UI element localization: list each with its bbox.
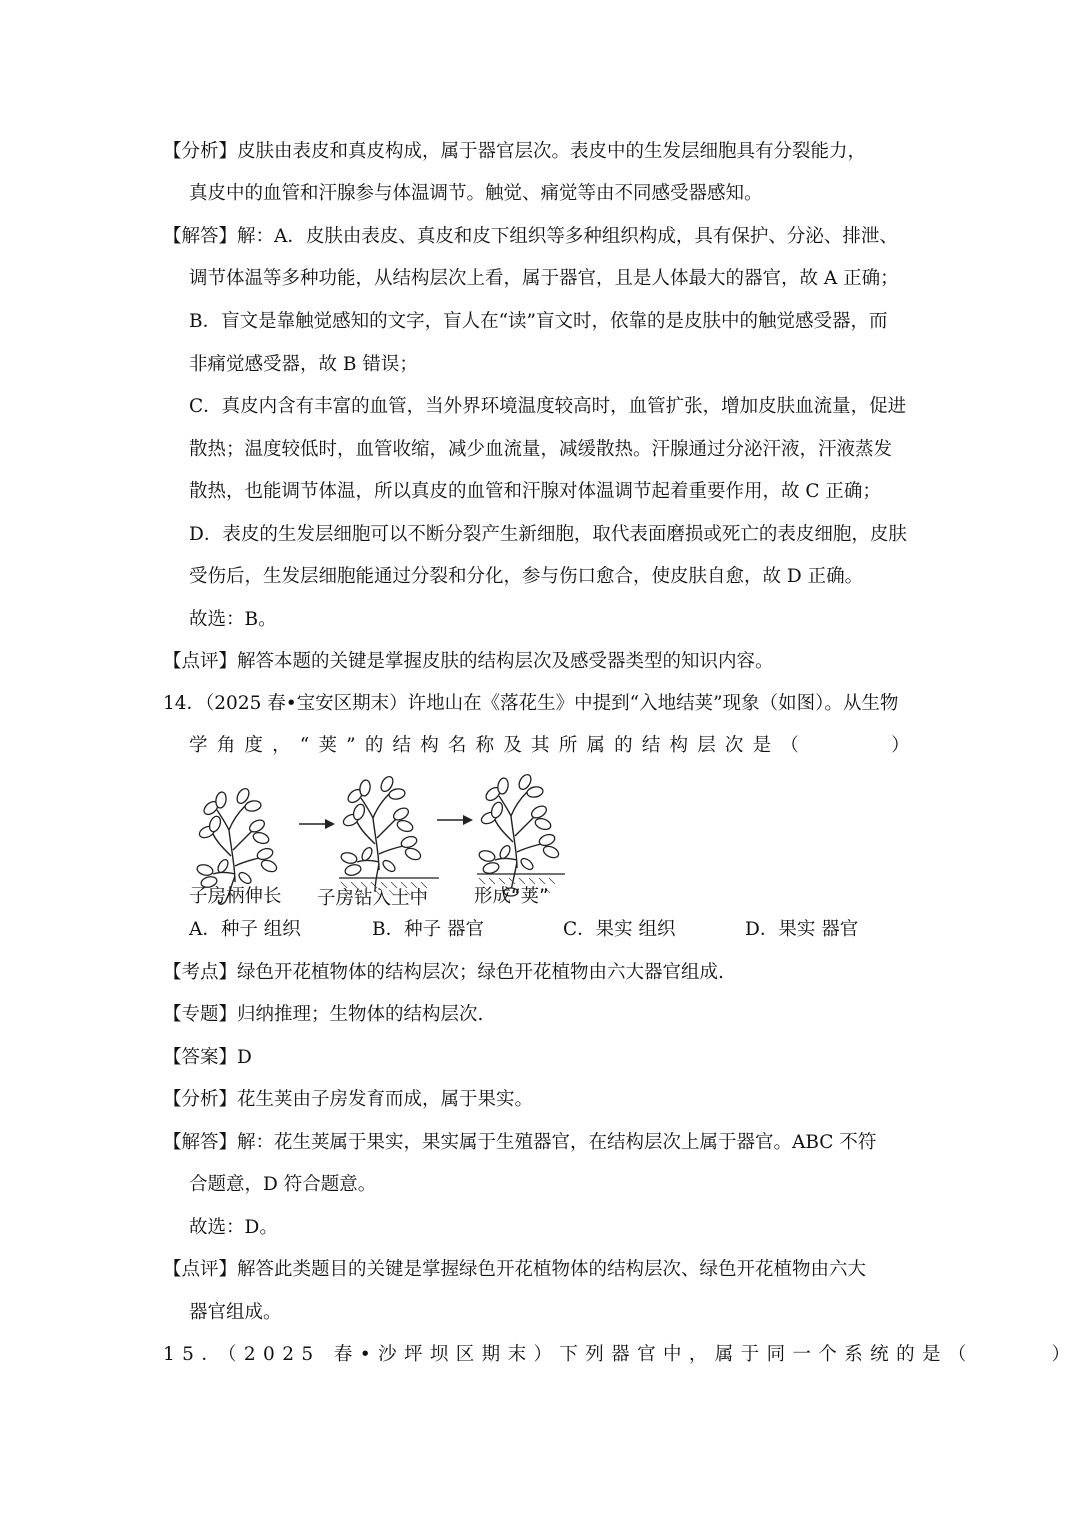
q13-comment: 【点评】解答本题的关键是掌握皮肤的结构层次及感受器类型的知识内容。 [163, 651, 774, 672]
q13-solution-line-6: 散热；温度较低时，血管收缩，减少血流量，减缓散热。汗腺通过分泌汗液，汗液蒸发 [189, 439, 893, 460]
q14-solution-line-1: 【解答】解：花生荚属于果实，果实属于生殖器官，在结构层次上属于器官。ABC 不符 [163, 1132, 877, 1153]
q13-solution-line-9: 受伤后，生发层细胞能通过分裂和分化，参与伤口愈合，使皮肤自愈，故 D 正确。 [189, 566, 864, 587]
q14-zhuanti: 【专题】归纳推理；生物体的结构层次. [163, 1004, 484, 1025]
q13-solution-line-5: C．真皮内含有丰富的血管，当外界环境温度较高时，血管扩张，增加皮肤血流量，促进 [189, 396, 907, 417]
q14-comment-line-1: 【点评】解答此类题目的关键是掌握绿色开花植物体的结构层次、绿色开花植物由六大 [163, 1259, 867, 1280]
q13-solution-line-4: 非痛觉感受器，故 B 错误； [189, 354, 418, 375]
q14-solution-line-2: 合题意，D 符合题意。 [189, 1174, 377, 1195]
caption-stage-1: 子房柄伸长 [189, 886, 282, 907]
plant-stage-2 [340, 775, 422, 892]
q14-answer: 【答案】D [163, 1047, 252, 1068]
q15-stem: 15．（2025 春•沙坪坝区期末）下列器官中，属于同一个系统的是（ ） [163, 1344, 1078, 1365]
caption-stage-2: 子房钻入土中 [317, 888, 429, 909]
q13-solution-line-8: D．表皮的生发层细胞可以不断分裂产生新细胞，取代表面磨损或死亡的表皮细胞，皮肤 [189, 524, 907, 545]
arrow-2 [437, 815, 473, 825]
q13-solution-line-1: 【解答】解：A．皮肤由表皮、真皮和皮下组织等多种组织构成，具有保护、分泌、排泄、 [163, 226, 898, 247]
option-d[interactable]: D．果实 器官 [745, 919, 859, 940]
q13-analysis-line-1: 【分析】皮肤由表皮和真皮构成，属于器官层次。表皮中的生发层细胞具有分裂能力， [163, 141, 867, 162]
plant-stage-3 [478, 773, 560, 890]
q13-analysis-line-2: 真皮中的血管和汗腺参与体温调节。触觉、痛觉等由不同感受器感知。 [189, 183, 763, 204]
q14-stem-line-2: 学角度，“荚”的结构名称及其所属的结构层次是（ ） [189, 735, 919, 756]
q14-kaodian: 【考点】绿色开花植物体的结构层次；绿色开花植物由六大器官组成. [163, 962, 724, 983]
caption-stage-3: 形成“荚” [474, 886, 549, 907]
q13-solution-line-10: 故选：B。 [189, 609, 277, 630]
arrow-1 [299, 819, 335, 829]
option-b[interactable]: B．种子 器官 [372, 919, 484, 940]
q13-solution-line-3: B．盲文是靠触觉感知的文字，盲人在“读”盲文时，依靠的是皮肤中的触觉感受器，而 [189, 311, 888, 332]
q13-solution-line-7: 散热，也能调节体温，所以真皮的血管和汗腺对体温调节起着重要作用，故 C 正确； [189, 481, 881, 502]
option-a[interactable]: A．种子 组织 [189, 919, 301, 940]
q14-comment-line-2: 器官组成。 [189, 1302, 282, 1323]
q14-analysis: 【分析】花生荚由子房发育而成，属于果实。 [163, 1089, 534, 1110]
q14-solution-line-3: 故选：D。 [189, 1217, 278, 1238]
q14-stem-line-1: 14．（2025 春•宝安区期末）许地山在《落花生》中提到“入地结荚”现象（如图）。从生物 [163, 693, 899, 714]
peanut-growth-figure [189, 768, 579, 913]
q13-solution-line-2: 调节体温等多种功能，从结构层次上看，属于器官，且是人体最大的器官，故 A 正确； [189, 268, 899, 289]
option-c[interactable]: C．果实 组织 [563, 919, 676, 940]
